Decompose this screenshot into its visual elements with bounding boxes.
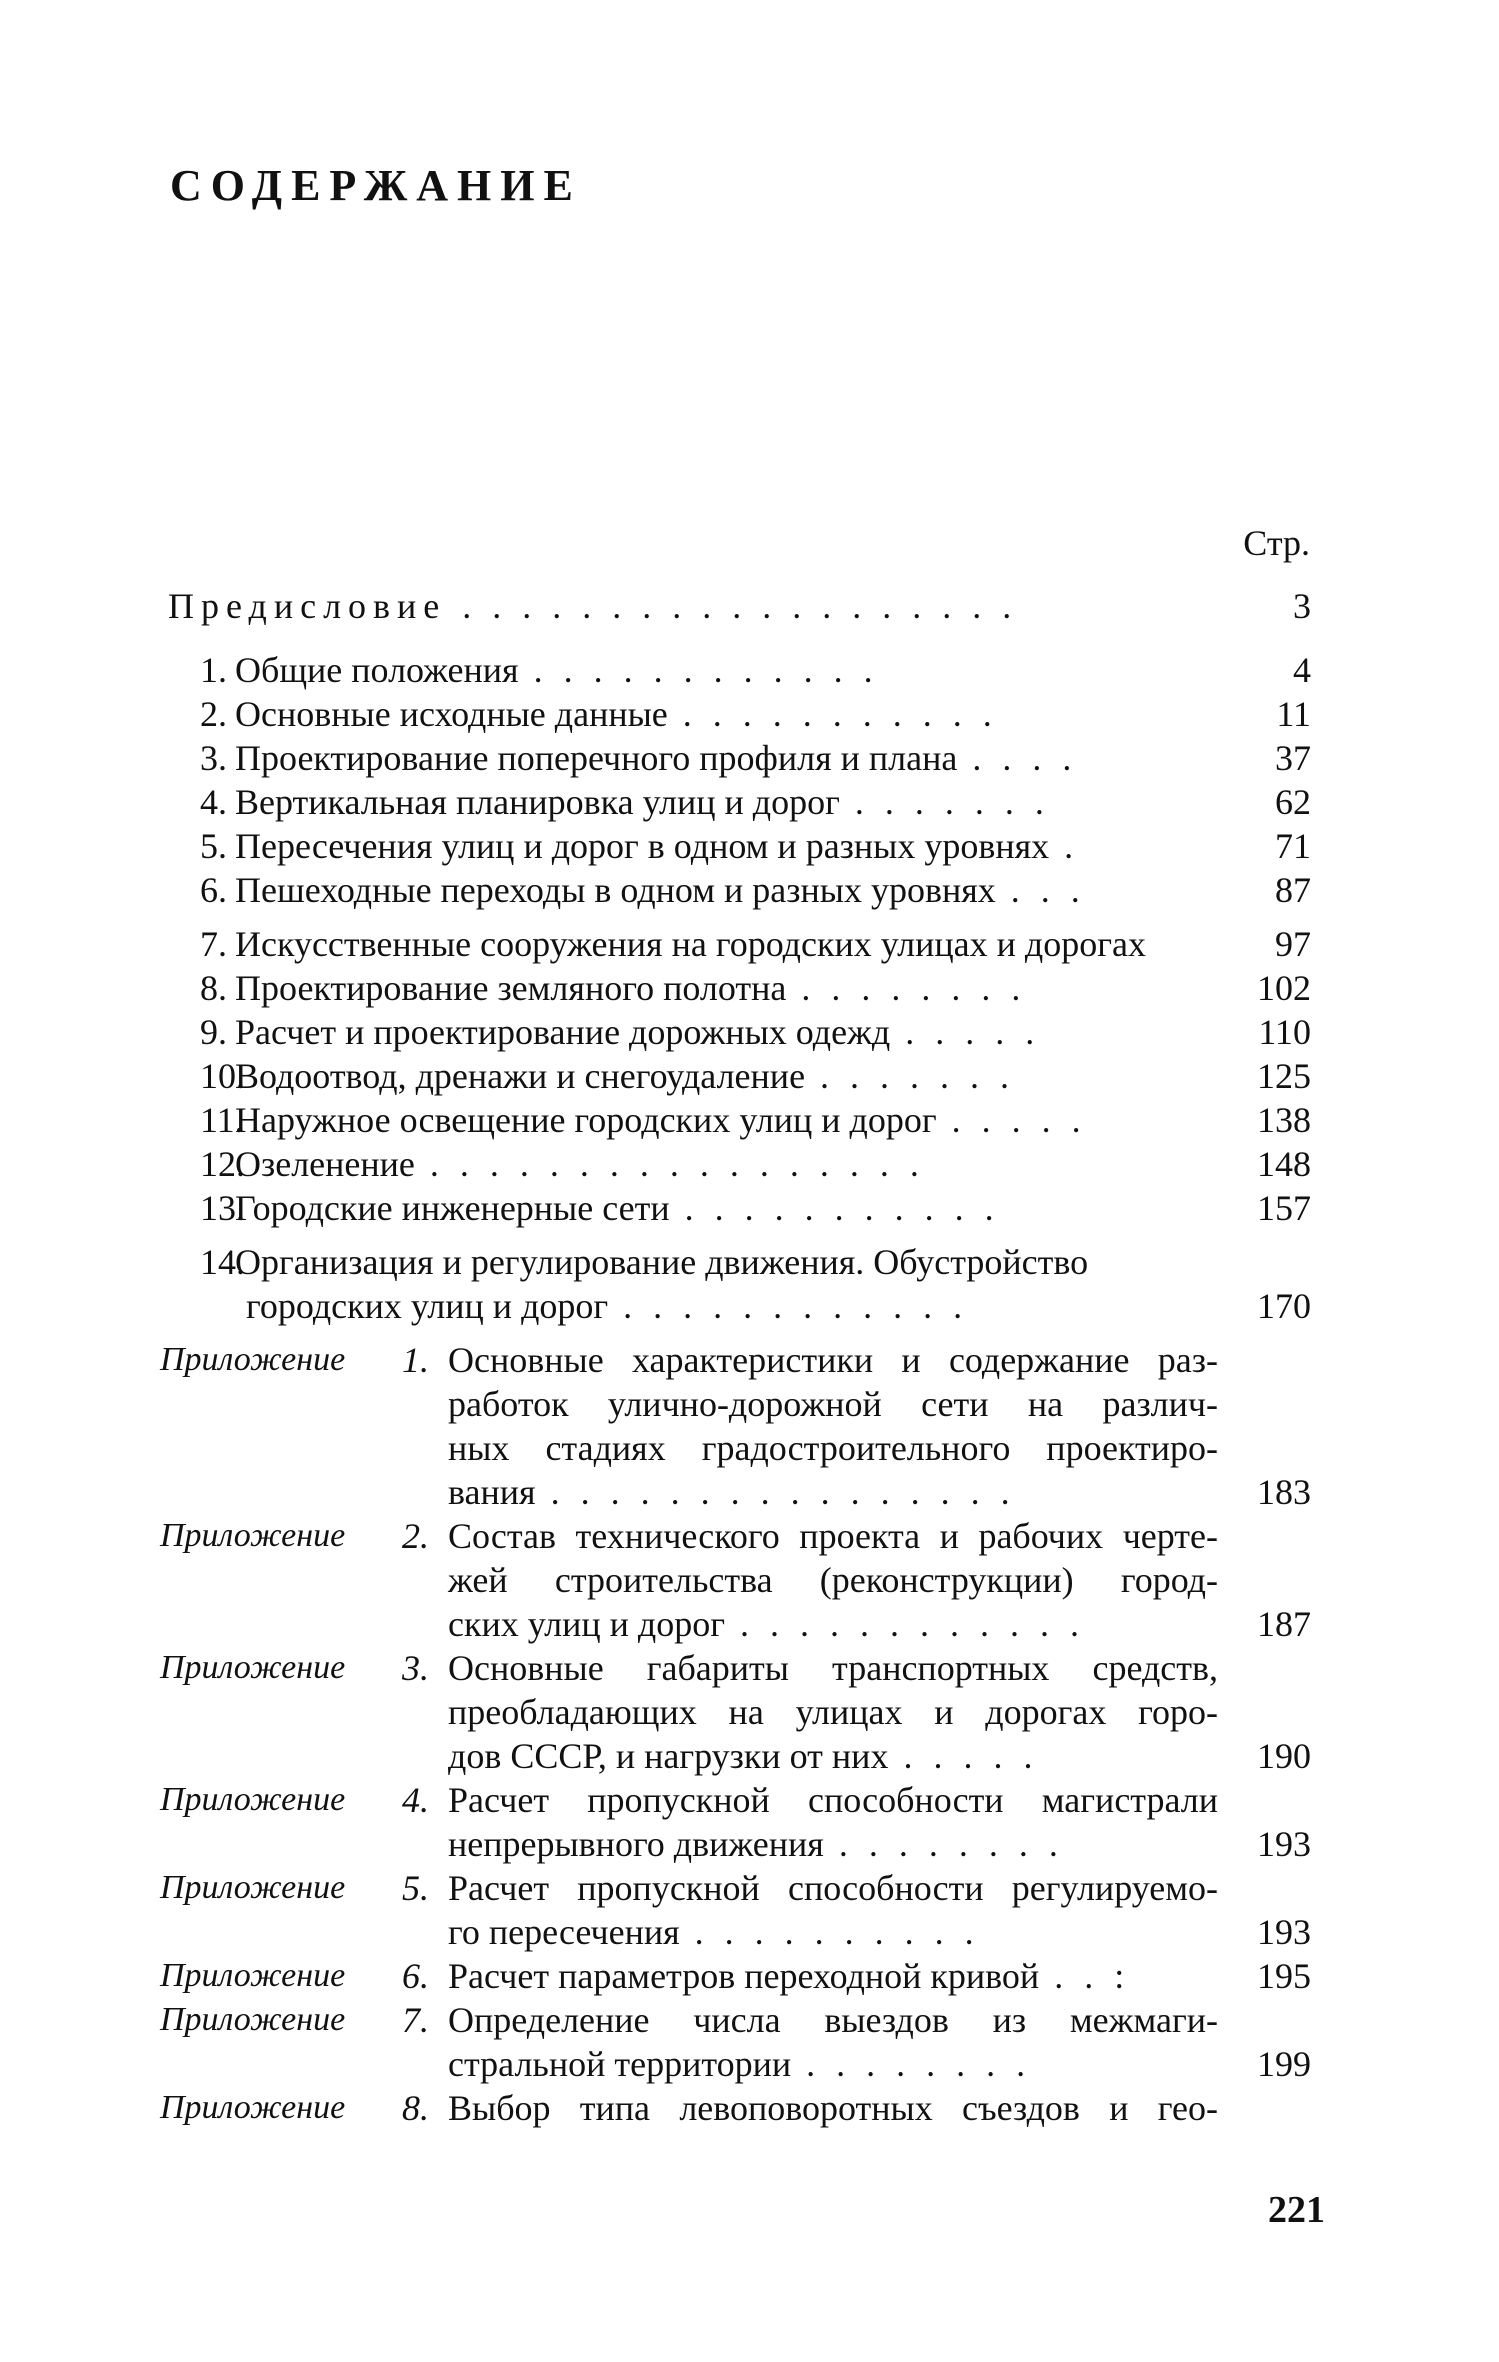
appendix-page: 193 xyxy=(1257,1824,1311,1864)
preface-title: Предисловие xyxy=(168,586,447,626)
toc-chapter-2: 2. Основные исходные данные . . . . . . . . . . . xyxy=(200,694,998,734)
appendix-line: жей строительства (реконструкции) город- xyxy=(448,1560,1218,1600)
toc-chapter-9: 9. Расчет и проектирование дорожных одежд . . . . . xyxy=(200,1012,1041,1052)
appendix-label: Приложение xyxy=(160,1957,346,1994)
chapter-page: 125 xyxy=(1257,1056,1311,1096)
chapter-page: 71 xyxy=(1275,826,1311,866)
appendix-page: 193 xyxy=(1257,1912,1311,1952)
toc-chapter-13: 13. Городские инженерные сети . . . . . . . . . . . xyxy=(200,1188,1000,1228)
toc-chapter-12: 12. Озеленение . . . . . . . . . . . . . . . . . xyxy=(200,1144,925,1184)
appendix-line: го пересечения . . . . . . . . . . xyxy=(448,1912,980,1952)
appendix-page: 195 xyxy=(1257,1956,1311,1996)
appendix-number: 1. xyxy=(402,1340,429,1380)
appendix-line: Основные характеристики и содержание раз- xyxy=(448,1340,1218,1380)
toc-chapter-10: 10. Водоотвод, дренажи и снегоудаление . . . . . . . xyxy=(200,1056,1016,1096)
toc-chapter-11: 11. Наружное освещение городских улиц и дорог . . . . . xyxy=(200,1100,1087,1140)
appendix-line: дов СССР, и нагрузки от них . . . . . xyxy=(448,1736,1039,1776)
appendix-line: непрерывного движения . . . . . . . . xyxy=(448,1824,1064,1864)
appendix-label: Приложение xyxy=(160,1781,346,1818)
appendix-page: 199 xyxy=(1257,2044,1311,2084)
chapter-page: 11 xyxy=(1276,694,1311,734)
toc-chapter-4: 4. Вертикальная планировка улиц и дорог . . . . . . . xyxy=(200,782,1050,822)
chapter-page: 110 xyxy=(1258,1012,1311,1052)
appendix-line: Основные габариты транспортных средств, xyxy=(448,1648,1218,1688)
chapter-page: 157 xyxy=(1257,1188,1311,1228)
appendix-page: 190 xyxy=(1257,1736,1311,1776)
toc-chapter-5: 5. Пересечения улиц и дорог в одном и разных уровнях . xyxy=(200,826,1080,866)
appendix-number: 6. xyxy=(402,1956,429,1996)
chapter-page: 170 xyxy=(1257,1286,1311,1326)
appendix-label: Приложение xyxy=(160,1517,346,1554)
appendix-line: преобладающих на улицах и дорогах горо- xyxy=(448,1692,1218,1732)
page-title: СОДЕРЖАНИЕ xyxy=(170,161,582,210)
page-column-label: Стр. xyxy=(1243,523,1310,563)
toc-chapter-1: 1. Общие положения . . . . . . . . . . . . xyxy=(200,650,879,690)
appendix-number: 3. xyxy=(402,1648,429,1688)
toc-chapter-14: 14. Организация и регулирование движения. Обустройство xyxy=(200,1242,1089,1282)
appendix-page: 183 xyxy=(1257,1472,1311,1512)
chapter-page: 87 xyxy=(1275,870,1311,910)
appendix-page: 187 xyxy=(1257,1604,1311,1644)
appendix-label: Приложение xyxy=(160,2089,346,2126)
appendix-line: Расчет пропускной способности регулируемо- xyxy=(448,1868,1218,1908)
appendix-line: Расчет пропускной способности магистрали xyxy=(448,1780,1218,1820)
appendix-line: ных стадиях градостроительного проектиро- xyxy=(448,1428,1218,1468)
chapter-page: 4 xyxy=(1293,650,1311,690)
appendix-number: 7. xyxy=(402,2000,429,2040)
preface-page: 3 xyxy=(1293,586,1311,626)
toc-chapter-3: 3. Проектирование поперечного профиля и плана . . . . xyxy=(200,738,1078,778)
chapter-page: 97 xyxy=(1275,924,1311,964)
appendix-line: Расчет параметров переходной кривой . . : xyxy=(448,1956,1131,1996)
appendix-line: Выбор типа левоповоротных съездов и гео- xyxy=(448,2088,1218,2128)
appendix-number: 5. xyxy=(402,1868,429,1908)
appendix-number: 4. xyxy=(402,1780,429,1820)
appendix-number: 8. xyxy=(402,2088,429,2128)
appendix-label: Приложение xyxy=(160,2001,346,2038)
toc-chapter-7: 7. Искусственные сооружения на городских улицах и дорогах xyxy=(200,924,1146,964)
toc-chapter-6: 6. Пешеходные переходы в одном и разных уровнях . . . xyxy=(200,870,1086,910)
chapter-page: 138 xyxy=(1257,1100,1311,1140)
chapter-page: 148 xyxy=(1257,1144,1311,1184)
chapter-page: 102 xyxy=(1257,968,1311,1008)
appendix-line: стральной территории . . . . . . . . xyxy=(448,2044,1032,2084)
appendix-label: Приложение xyxy=(160,1341,346,1378)
appendix-line: Состав технического проекта и рабочих черте- xyxy=(448,1516,1218,1556)
toc-preface xyxy=(168,584,1017,628)
appendix-label: Приложение xyxy=(160,1649,346,1686)
appendix-label: Приложение xyxy=(160,1869,346,1906)
chapter-page: 62 xyxy=(1275,782,1311,822)
appendix-line: вания . . . . . . . . . . . . . . . . xyxy=(448,1472,1016,1512)
appendix-line: ских улиц и дорог . . . . . . . . . . . . xyxy=(448,1604,1085,1644)
chapter-page: 37 xyxy=(1275,738,1311,778)
page-number: 221 xyxy=(1268,2189,1325,2231)
appendix-number: 2. xyxy=(402,1516,429,1556)
toc-chapter-14-cont: городских улиц и дорог . . . . . . . . . . . . xyxy=(246,1286,969,1326)
appendix-line: Определение числа выездов из межмаги- xyxy=(448,2000,1218,2040)
toc-chapter-8: 8. Проектирование земляного полотна . . . . . . . . xyxy=(200,968,1027,1008)
leader-dots: . . . . . . . . . . . . . . . . . . . xyxy=(462,586,1018,626)
appendix-line: работок улично-дорожной сети на различ- xyxy=(448,1384,1218,1424)
